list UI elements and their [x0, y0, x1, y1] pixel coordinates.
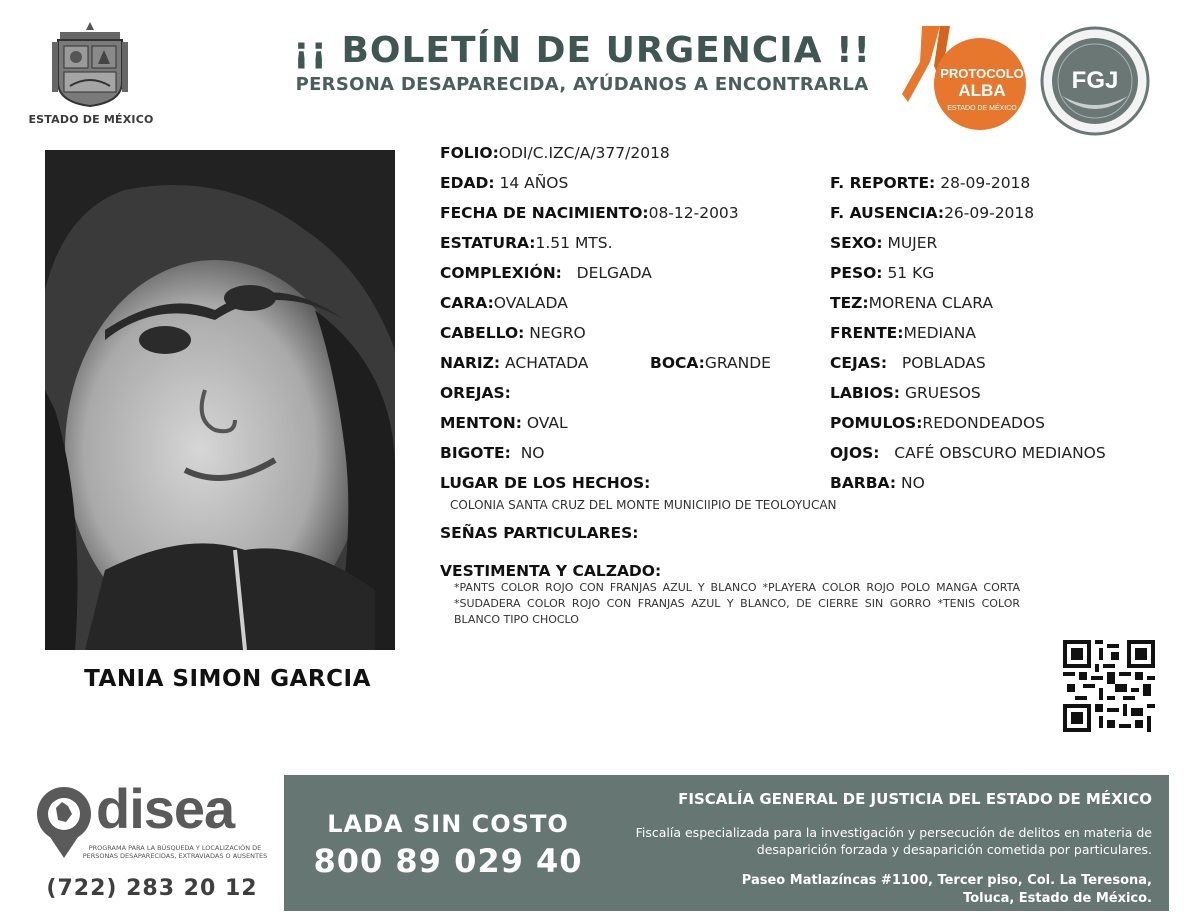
field-bigote-label: BIGOTE:: [440, 444, 511, 462]
field-edad: [440, 174, 568, 192]
field-edad-label: EDAD:: [440, 174, 495, 192]
odisea-description: PROGRAMA PARA LA BÚSQUEDA Y LOCALIZACIÓN DE PERSONAS DESAPARECIDAS, EXTRAVIADAS O AUSENTES: [82, 844, 268, 860]
field-complexion-label: COMPLEXIÓN:: [440, 264, 562, 282]
field-sexo-value: MUJER: [887, 234, 938, 252]
field-cejas-label: CEJAS:: [830, 354, 888, 372]
field-pomulos-value: REDONDEADOS: [922, 414, 1046, 432]
fiscalia-address: [600, 872, 1152, 908]
fiscalia-name: FISCALÍA GENERAL DE JUSTICIA DEL ESTADO DE MÉXICO: [678, 790, 1152, 808]
field-ojos-label: OJOS:: [830, 444, 880, 462]
alba-line3: ESTADO DE MÉXICO: [947, 105, 1017, 112]
field-f-ausencia-value: 26-09-2018: [944, 204, 1035, 222]
field-orejas: [440, 384, 511, 402]
field-folio: [440, 144, 670, 162]
field-menton: [440, 414, 568, 432]
field-vestimenta-label: VESTIMENTA Y CALZADO:: [440, 562, 662, 580]
field-labios: [830, 384, 981, 402]
field-pomulos: [830, 414, 1045, 432]
field-f-reporte-value: 28-09-2018: [940, 174, 1031, 192]
field-orejas-label: OREJAS:: [440, 384, 511, 402]
field-boca-label: BOCA:: [650, 354, 705, 372]
field-senas: [440, 524, 639, 542]
field-cabello-value: NEGRO: [529, 324, 586, 342]
bulletin-subtitle: PERSONA DESAPARECIDA, AYÚDANOS A ENCONTRARLA: [295, 74, 869, 95]
field-lugar-hechos-label: LUGAR DE LOS HECHOS:: [440, 474, 651, 492]
field-peso-label: PESO:: [830, 264, 883, 282]
field-labios-value: GRUESOS: [904, 384, 981, 402]
field-barba: [830, 474, 925, 492]
field-cara-value: OVALADA: [493, 294, 568, 312]
field-f-ausencia: [830, 204, 1034, 222]
field-estatura-value: 1.51 MTS.: [535, 234, 613, 252]
field-tez-value: MORENA CLARA: [868, 294, 994, 312]
field-senas-label: SEÑAS PARTICULARES:: [440, 524, 639, 542]
field-f-reporte: [830, 174, 1030, 192]
field-estatura-label: ESTATURA:: [440, 234, 536, 252]
field-folio-value: ODI/C.IZC/A/377/2018: [498, 144, 670, 162]
field-menton-label: MENTON:: [440, 414, 522, 432]
field-vestimenta: [440, 562, 661, 580]
field-barba-label: BARBA:: [830, 474, 897, 492]
person-name: TANIA SIMON GARCIA: [84, 666, 371, 692]
field-estatura: [440, 234, 613, 252]
fiscalia-description: Fiscalía especializada para la investigación y persecución de delitos en materia de desaparición forzada y desaparición cometida por particulares.: [635, 825, 1152, 857]
qr-code-icon[interactable]: [1063, 640, 1155, 732]
field-peso-value: 51 KG: [887, 264, 935, 282]
field-fecha-nacimiento: [440, 204, 739, 222]
field-peso: [830, 264, 934, 282]
odisea-wordmark: disea: [96, 777, 235, 840]
person-photo: [45, 150, 395, 650]
field-lugar-hechos: [440, 474, 650, 492]
alba-line1: PROTOCOLO: [940, 66, 1024, 81]
odisea-phone-number[interactable]: (722) 283 20 12: [46, 876, 258, 901]
field-nariz: [440, 354, 588, 372]
field-sexo: [830, 234, 937, 252]
field-folio-label: FOLIO:: [440, 144, 499, 162]
lada-sin-costo-label: LADA SIN COSTO: [327, 810, 569, 838]
alba-line2: ALBA: [958, 81, 1006, 100]
estado-de-mexico-label: ESTADO DE MÉXICO: [28, 113, 154, 126]
field-complexion-value: DELGADA: [576, 264, 652, 282]
field-ojos: [830, 444, 1106, 462]
field-cejas-value: POBLADAS: [901, 354, 986, 372]
field-nariz-value: ACHATADA: [505, 354, 589, 372]
field-barba-value: NO: [900, 474, 925, 492]
field-frente-label: FRENTE:: [830, 324, 904, 342]
field-ojos-value: CAFÉ OBSCURO MEDIANOS: [894, 444, 1106, 462]
fgj-logo-text: FGJ: [1071, 67, 1119, 94]
toll-free-number[interactable]: 800 89 029 40: [313, 842, 583, 880]
field-pomulos-label: POMULOS:: [830, 414, 923, 432]
estado-de-mexico-coat-of-arms-icon: [50, 20, 130, 108]
field-f-ausencia-label: F. AUSENCIA:: [830, 204, 945, 222]
field-cara: [440, 294, 568, 312]
field-cabello: [440, 324, 586, 342]
field-f-reporte-label: F. REPORTE:: [830, 174, 936, 192]
field-frente: [830, 324, 976, 342]
protocolo-alba-logo: [900, 22, 1032, 134]
bulletin-title: ¡¡ BOLETÍN DE URGENCIA !!: [293, 30, 871, 71]
fgj-logo: [1040, 26, 1150, 136]
fiscalia-address-line1: Paseo Matlazíncas #1100, Tercer piso, Col. La Teresona,: [741, 873, 1152, 888]
field-menton-value: OVAL: [526, 414, 568, 432]
field-cejas: [830, 354, 986, 372]
field-bigote-value: NO: [520, 444, 545, 462]
field-tez-label: TEZ:: [830, 294, 869, 312]
field-sexo-label: SEXO:: [830, 234, 883, 252]
field-frente-value: MEDIANA: [903, 324, 976, 342]
field-complexion: [440, 264, 652, 282]
field-lugar-hechos-value: COLONIA SANTA CRUZ DEL MONTE MUNICIIPIO DE TEOLOYUCAN: [450, 498, 837, 512]
field-fecha-nacimiento-label: FECHA DE NACIMIENTO:: [440, 204, 649, 222]
fiscalia-address-line2: Toluca, Estado de México.: [963, 891, 1152, 906]
field-cara-label: CARA:: [440, 294, 494, 312]
field-boca-value: GRANDE: [704, 354, 771, 372]
field-edad-value: 14 AÑOS: [499, 174, 569, 192]
field-fecha-nacimiento-value: 08-12-2003: [648, 204, 739, 222]
field-cabello-label: CABELLO:: [440, 324, 525, 342]
field-vestimenta-value: *PANTS COLOR ROJO CON FRANJAS AZUL Y BLANCO *PLAYERA COLOR ROJO POLO MANGA CORTA *SUDADERA COLOR ROJO CON FRANJAS AZUL Y BLANCO, DE CIERRE SIN GORRO *TENIS COLOR BLANCO TIPO CHOCLO: [454, 581, 1020, 626]
field-tez: [830, 294, 993, 312]
field-nariz-label: NARIZ:: [440, 354, 501, 372]
field-boca: [650, 354, 771, 372]
field-labios-label: LABIOS:: [830, 384, 900, 402]
field-bigote: [440, 444, 545, 462]
